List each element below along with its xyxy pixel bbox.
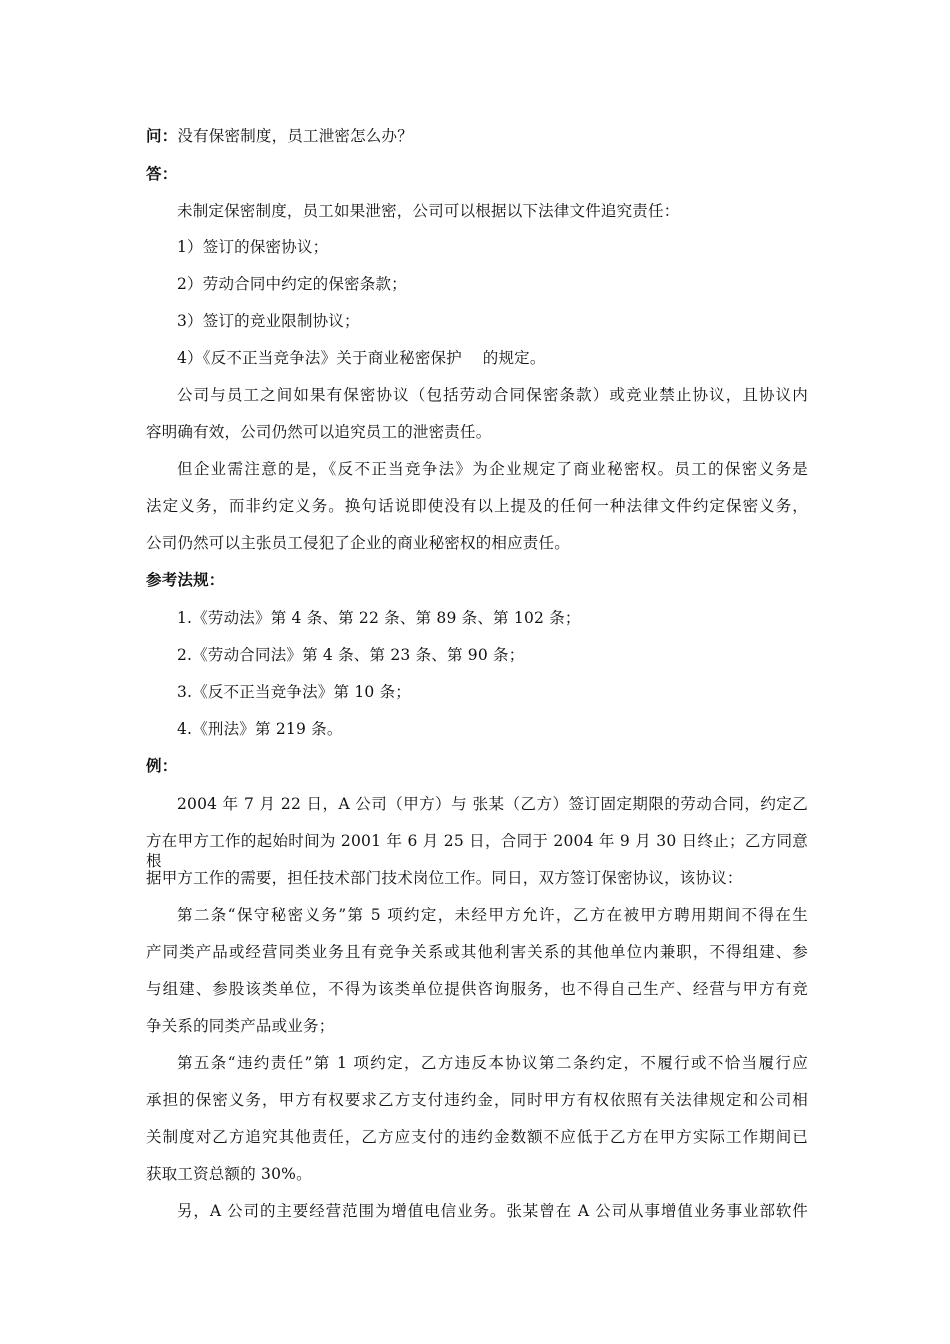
answer-list-item: 4）《反不正当竞争法》关于商业秘密保护 的规定。 — [177, 349, 546, 367]
question-line — [146, 126, 808, 146]
example-paragraph-line: 第二条“保守秘密义务”第 5 项约定，未经甲方允许，乙方在被甲方聘用期间不得在生 — [177, 906, 808, 924]
example-paragraph-line: 与组建、参股该类单位，不得为该类单位提供咨询服务，也不得自己生产、经营与甲方有竞 — [146, 980, 808, 998]
example-paragraph-line: 获取工资总额的 30%。 — [146, 1165, 312, 1183]
example-paragraph-line: 2004 年 7 月 22 日，A 公司（甲方）与 张某（乙方）签订固定期限的劳动合同，约定乙 — [177, 795, 808, 813]
example-label: 例： — [146, 757, 178, 775]
answer-intro: 未制定保密制度，员工如果泄密，公司可以根据以下法律文件追究责任： — [177, 202, 680, 220]
answer-paragraph-line: 但企业需注意的是，《反不正当竞争法》为企业规定了商业秘密权。员工的保密义务是 — [177, 460, 808, 478]
answer-list-item: 3）签订的竞业限制协议； — [177, 312, 360, 330]
reference-item: 1.《劳动法》第 4 条、第 22 条、第 89 条、第 102 条； — [177, 609, 581, 627]
answer-list-item: 2）劳动合同中约定的保密条款； — [177, 275, 407, 293]
question-text: 没有保密制度，员工泄密怎么办？ — [177, 127, 413, 145]
example-paragraph-line: 据甲方工作的需要，担任技术部门技术岗位工作。同日，双方签订保密协议，该协议： — [146, 869, 743, 887]
answer-label: 答： — [146, 165, 178, 183]
answer-paragraph-line: 法定义务，而非约定义务。换句话说即使没有以上提及的任何一种法律文件约定保密义务， — [146, 497, 808, 515]
reference-item: 4.《刑法》第 219 条。 — [177, 720, 343, 738]
answer-paragraph-line: 容明确有效，公司仍然可以追究员工的泄密责任。 — [146, 423, 492, 441]
answer-list-item: 1）签订的保密协议； — [177, 238, 329, 256]
example-paragraph-line: 产同类产品或经营同类业务且有竞争关系或其他利害关系的其他单位内兼职，不得组建、参 — [146, 943, 808, 961]
reference-item: 3.《反不正当竞争法》第 10 条； — [177, 683, 411, 701]
answer-paragraph-line: 公司与员工之间如果有保密协议（包括劳动合同保密条款）或竞业禁止协议，且协议内 — [177, 386, 808, 404]
answer-paragraph-line: 公司仍然可以主张员工侵犯了企业的商业秘密权的相应责任。 — [146, 534, 570, 552]
reference-item: 2.《劳动合同法》第 4 条、第 23 条、第 90 条； — [177, 646, 525, 664]
example-paragraph-line: 争关系的同类产品或业务； — [146, 1017, 335, 1035]
example-paragraph-line: 另，A 公司的主要经营范围为增值电信业务。张某曾在 A 公司从事增值业务事业部软件 — [177, 1202, 808, 1220]
question-label: 问： — [146, 127, 178, 145]
example-paragraph-line: 承担的保密义务，甲方有权要求乙方支付违约金，同时甲方有权依照有关法律规定和公司相 — [146, 1091, 808, 1109]
example-paragraph-line: 方在甲方工作的起始时间为 2001 年 6 月 25 日，合同于 2004 年 9 月 30 日终止；乙方同意根 — [146, 832, 808, 870]
example-paragraph-line: 第五条“违约责任”第 1 项约定，乙方违反本协议第二条约定，不履行或不恰当履行应 — [177, 1054, 808, 1072]
references-label: 参考法规： — [146, 571, 225, 589]
example-paragraph-line: 关制度对乙方追究其他责任，乙方应支付的违约金数额不应低于乙方在甲方实际工作期间已 — [146, 1128, 808, 1146]
